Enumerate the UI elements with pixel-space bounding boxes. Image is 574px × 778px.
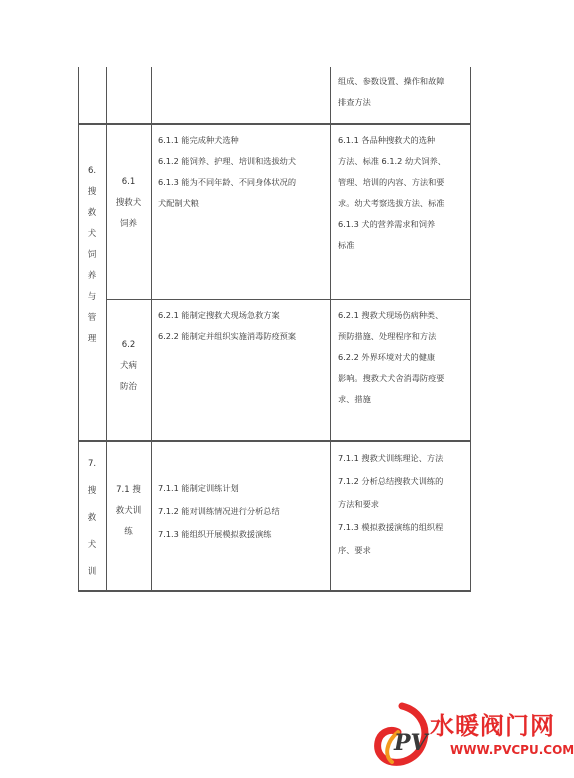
code-line: 防治 bbox=[119, 382, 137, 392]
text-line: 预防措施、处理程序和方法 bbox=[338, 331, 437, 341]
title-char: 救 bbox=[87, 208, 97, 218]
text-line: 排查方法 bbox=[338, 97, 371, 107]
code-line: 救犬训 bbox=[115, 506, 142, 516]
title-char: 犬 bbox=[87, 229, 97, 239]
title-char: 搜 bbox=[87, 187, 97, 197]
text-line: 7.1.3 能组织开展模拟救援演练 bbox=[158, 529, 272, 539]
section-6-title bbox=[78, 161, 106, 350]
row-border bbox=[78, 123, 471, 125]
code-line: 练 bbox=[124, 527, 133, 537]
text-line: 序、要求 bbox=[338, 545, 371, 555]
skills-6-1 bbox=[158, 130, 330, 214]
title-char: 搜 bbox=[87, 486, 97, 496]
title-char: 养 bbox=[87, 271, 97, 281]
watermark-url: WWW.PVCPU.COM bbox=[450, 743, 574, 757]
title-char: 救 bbox=[87, 513, 97, 523]
code-line: 6.2 bbox=[121, 340, 136, 350]
text-line: 求。幼犬考察选拔方法、标准 bbox=[338, 198, 445, 208]
text-line: 犬配制犬粮 bbox=[158, 198, 199, 208]
table-bottom-border bbox=[78, 590, 471, 592]
code-line: 搜救犬 bbox=[115, 198, 142, 208]
site-watermark bbox=[372, 700, 574, 770]
text-line: 组成、参数设置、操作和故障 bbox=[338, 76, 445, 86]
title-char: 7. bbox=[87, 459, 97, 469]
subsection-6-2-code bbox=[106, 335, 151, 398]
text-line: 6.1.1 能完成种犬选种 bbox=[158, 135, 239, 145]
subsection-7-1-code bbox=[106, 480, 151, 543]
requirements-table bbox=[78, 67, 471, 592]
row-border bbox=[106, 299, 471, 300]
skills-7-1 bbox=[158, 477, 330, 546]
text-line: 6.2.1 能制定搜救犬现场急救方案 bbox=[158, 310, 280, 320]
title-char: 6. bbox=[87, 166, 97, 176]
text-line: 方法和要求 bbox=[338, 499, 379, 509]
row-border bbox=[78, 440, 471, 442]
title-char: 训 bbox=[87, 567, 97, 577]
text-line: 7.1.3 模拟救援演练的组织程 bbox=[338, 522, 444, 532]
col-border bbox=[330, 67, 331, 592]
text-line: 6.1.3 能为不同年龄、不同身体状况的 bbox=[158, 177, 297, 187]
subsection-6-1-code bbox=[106, 172, 151, 235]
title-char: 与 bbox=[87, 292, 97, 302]
section-7-title bbox=[78, 451, 106, 586]
col-border bbox=[151, 67, 152, 592]
text-line: 7.1.1 能制定训练计划 bbox=[158, 483, 239, 493]
text-line: 7.1.2 分析总结搜救犬训练的 bbox=[338, 476, 444, 486]
title-char: 理 bbox=[87, 334, 97, 344]
text-line: 7.1.2 能对训练情况进行分析总结 bbox=[158, 506, 280, 516]
text-line: 6.2.2 外界环境对犬的健康 bbox=[338, 352, 436, 362]
code-line: 饲养 bbox=[119, 219, 137, 229]
col-border bbox=[470, 67, 471, 592]
svg-text:PV: PV bbox=[394, 730, 428, 756]
text-line: 6.2.2 能制定并组织实施消毒防疫预案 bbox=[158, 331, 297, 341]
knowledge-cell-continued bbox=[338, 71, 468, 113]
skills-6-2 bbox=[158, 305, 330, 347]
code-line: 7.1 搜 bbox=[116, 485, 141, 495]
title-char: 管 bbox=[87, 313, 97, 323]
text-line: 求、措施 bbox=[338, 394, 371, 404]
text-line: 影响。搜救犬犬舍消毒防疫要 bbox=[338, 373, 445, 383]
text-line: 6.1.3 犬的营养需求和饲养 bbox=[338, 219, 436, 229]
text-line: 7.1.1 搜救犬训练理论、方法 bbox=[338, 453, 444, 463]
logo-icon bbox=[372, 702, 432, 768]
text-line: 6.1.2 能饲养、护理、培训和选拔幼犬 bbox=[158, 156, 297, 166]
knowledge-6-2 bbox=[338, 305, 468, 410]
text-line: 6.2.1 搜救犬现场伤病种类、 bbox=[338, 310, 444, 320]
text-line: 方法、标准 6.1.2 幼犬饲养、 bbox=[338, 156, 446, 166]
knowledge-7-1 bbox=[338, 447, 468, 562]
text-line: 管理、培训的内容、方法和要 bbox=[338, 177, 445, 187]
code-line: 犬病 bbox=[119, 361, 137, 371]
knowledge-6-1 bbox=[338, 130, 468, 256]
watermark-title: 水暖阀门网 bbox=[430, 712, 555, 740]
text-line: 标准 bbox=[338, 240, 355, 250]
code-line: 6.1 bbox=[121, 177, 136, 187]
title-char: 饲 bbox=[87, 250, 97, 260]
text-line: 6.1.1 各品种搜救犬的选种 bbox=[338, 135, 436, 145]
title-char: 犬 bbox=[87, 540, 97, 550]
